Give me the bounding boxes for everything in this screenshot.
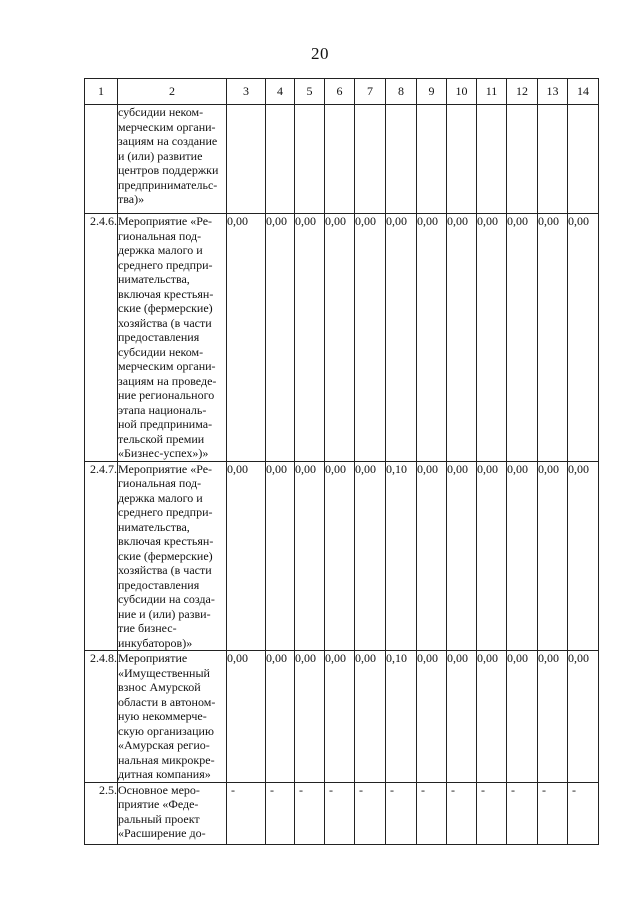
value-cell: 0,00 xyxy=(507,461,538,651)
header-cell: 8 xyxy=(386,79,417,105)
header-cell: 5 xyxy=(295,79,325,105)
header-cell: 7 xyxy=(355,79,386,105)
row-number xyxy=(85,105,118,214)
value-cell: 0,00 xyxy=(386,214,417,462)
value-cell: 0,00 xyxy=(538,651,568,783)
value-cell xyxy=(295,105,325,214)
row-description: Мероприятие «Ре- гиональная под- держка малого и среднего предпри- нимательства, включая крестьян- ские (фермерские) хозяйства (в части предоставления субсидии на созда- ние и (или) разви- тие бизнес- инкубаторов)» xyxy=(118,461,227,651)
table-row xyxy=(85,651,599,783)
value-cell: - xyxy=(477,782,507,844)
value-cell: 0,00 xyxy=(266,651,295,783)
value-cell xyxy=(227,105,266,214)
value-cell: 0,00 xyxy=(417,214,447,462)
table-row xyxy=(85,461,599,651)
value-cell: 0,00 xyxy=(417,461,447,651)
value-cell: - xyxy=(538,782,568,844)
header-cell: 12 xyxy=(507,79,538,105)
header-cell: 3 xyxy=(227,79,266,105)
row-description: Основное меро- приятие «Феде- ральный проект «Расширение до- xyxy=(118,782,227,844)
value-cell: 0,00 xyxy=(355,651,386,783)
value-cell: - xyxy=(295,782,325,844)
value-cell: 0,00 xyxy=(477,461,507,651)
row-number: 2.4.6. xyxy=(85,214,118,462)
header-row xyxy=(85,79,599,105)
value-cell: 0,00 xyxy=(447,214,477,462)
value-cell: 0,00 xyxy=(295,651,325,783)
value-cell: 0,00 xyxy=(447,651,477,783)
value-cell xyxy=(325,105,355,214)
value-cell: - xyxy=(417,782,447,844)
value-cell: 0,00 xyxy=(227,214,266,462)
header-cell: 11 xyxy=(477,79,507,105)
value-cell: 0,00 xyxy=(266,461,295,651)
header-cell: 10 xyxy=(447,79,477,105)
value-cell: - xyxy=(386,782,417,844)
value-cell: 0,00 xyxy=(295,214,325,462)
page-number: 20 xyxy=(311,44,329,63)
value-cell: 0,00 xyxy=(295,461,325,651)
row-number: 2.5. xyxy=(85,782,118,844)
value-cell: - xyxy=(507,782,538,844)
value-cell: 0,00 xyxy=(507,651,538,783)
value-cell: 0,10 xyxy=(386,461,417,651)
value-cell: - xyxy=(447,782,477,844)
header-cell: 9 xyxy=(417,79,447,105)
value-cell: 0,00 xyxy=(227,651,266,783)
value-cell: 0,00 xyxy=(227,461,266,651)
row-description: Мероприятие «Имущественный взнос Амурской области в автоном- ную некоммерче- скую организацию «Амурская регио- нальная микрокре- дитная компания» xyxy=(118,651,227,783)
row-number: 2.4.8. xyxy=(85,651,118,783)
value-cell: 0,00 xyxy=(325,651,355,783)
header-cell: 2 xyxy=(118,79,227,105)
value-cell: 0,00 xyxy=(477,214,507,462)
value-cell: 0,00 xyxy=(568,214,599,462)
value-cell: 0,00 xyxy=(325,214,355,462)
value-cell xyxy=(477,105,507,214)
value-cell xyxy=(538,105,568,214)
row-number: 2.4.7. xyxy=(85,461,118,651)
table-row xyxy=(85,105,599,214)
value-cell: 0,00 xyxy=(417,651,447,783)
value-cell: 0,00 xyxy=(355,214,386,462)
value-cell: 0,00 xyxy=(447,461,477,651)
page-bottom-margin xyxy=(0,846,640,905)
value-cell xyxy=(386,105,417,214)
value-cell: 0,00 xyxy=(325,461,355,651)
value-cell: 0,10 xyxy=(386,651,417,783)
program-table xyxy=(84,78,599,845)
header-cell: 4 xyxy=(266,79,295,105)
value-cell xyxy=(447,105,477,214)
table-row xyxy=(85,782,599,844)
value-cell xyxy=(568,105,599,214)
value-cell xyxy=(355,105,386,214)
value-cell: 0,00 xyxy=(355,461,386,651)
header-cell: 13 xyxy=(538,79,568,105)
value-cell: 0,00 xyxy=(477,651,507,783)
value-cell: - xyxy=(227,782,266,844)
value-cell xyxy=(507,105,538,214)
value-cell: 0,00 xyxy=(538,461,568,651)
value-cell: 0,00 xyxy=(507,214,538,462)
value-cell: 0,00 xyxy=(538,214,568,462)
value-cell: - xyxy=(266,782,295,844)
row-description: Мероприятие «Ре- гиональная под- держка малого и среднего предпри- нимательства, включая крестьян- ские (фермерские) хозяйства (в части предоставления субсидии неком- мерческим органи- зациям на проведе- ние регионального этапа националь- ной предпринима- тельской премии «Бизнес-успех»)» xyxy=(118,214,227,462)
value-cell: 0,00 xyxy=(266,214,295,462)
header-cell: 6 xyxy=(325,79,355,105)
value-cell xyxy=(266,105,295,214)
table-row xyxy=(85,214,599,462)
header-cell: 1 xyxy=(85,79,118,105)
value-cell: 0,00 xyxy=(568,651,599,783)
value-cell: - xyxy=(355,782,386,844)
value-cell: - xyxy=(325,782,355,844)
value-cell: - xyxy=(568,782,599,844)
value-cell xyxy=(417,105,447,214)
row-description: субсидии неком- мерческим органи- зациям на создание и (или) развитие центров поддержки предпринимательс- тва)» xyxy=(118,105,227,214)
value-cell: 0,00 xyxy=(568,461,599,651)
header-cell: 14 xyxy=(568,79,599,105)
